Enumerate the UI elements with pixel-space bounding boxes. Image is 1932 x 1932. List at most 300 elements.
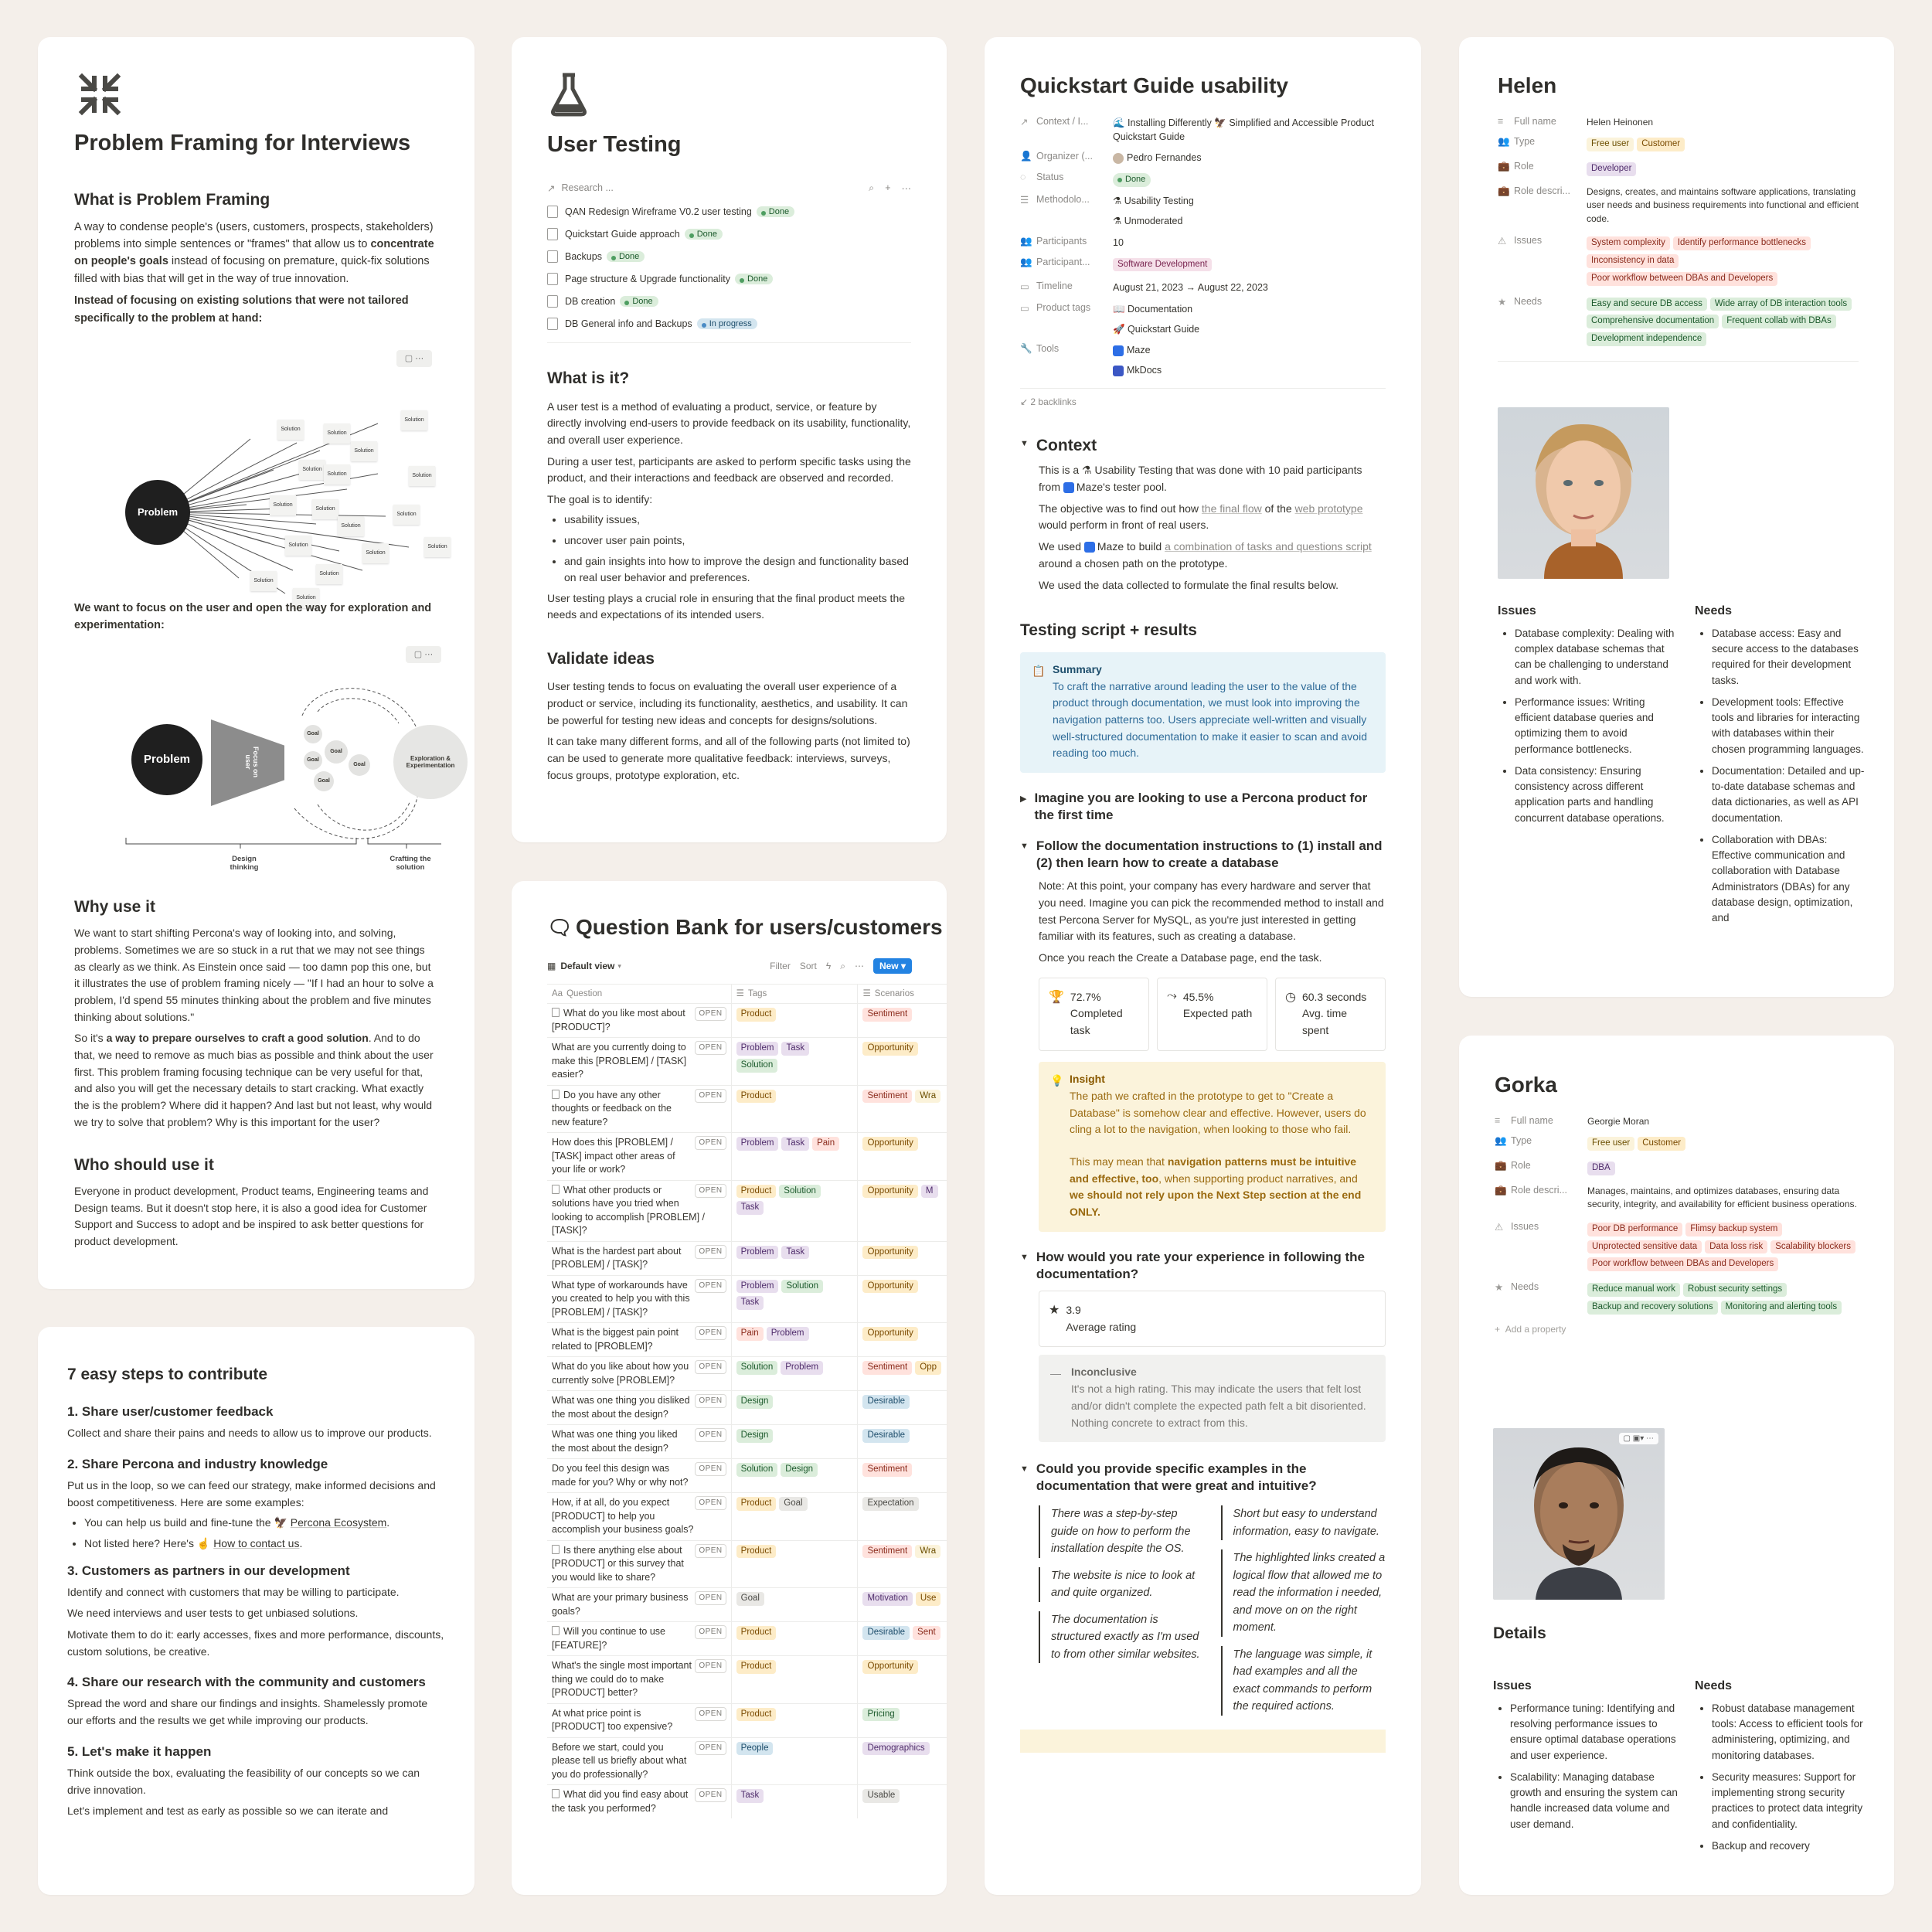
people-icon: 👥 [1498, 136, 1510, 148]
question-cell[interactable] [547, 1493, 731, 1541]
solution-note: Solution [424, 537, 451, 557]
table-row[interactable] [547, 1275, 947, 1323]
question-cell[interactable] [547, 1357, 731, 1391]
question-text: What other products or solutions have you tried when looking to accomplish [PROBLEM] / [TASK]? [552, 1184, 705, 1236]
tags-cell[interactable] [731, 1622, 858, 1656]
question-text: What's the single most important thing we could do to make [PRODUCT] better? [552, 1660, 692, 1699]
tags-cell[interactable] [731, 1133, 858, 1181]
paragraph: So it's a way to prepare ourselves to craft a good solution. And to do that, we need to remove as much bias as possible and think about the user first. This problem framing focusing technique can be very useful for that, and also you will get the necessary details to start cracking. What exactly the is the problem? Where did it happen? And last but not least, why would we try to solve that problem? Why is this important for the user? [74, 1032, 434, 1128]
tag: Pain [812, 1137, 839, 1151]
table-row[interactable] [547, 1085, 947, 1133]
scenarios-cell[interactable] [858, 1588, 947, 1622]
property-full-name[interactable]: ≡ Full name Georgie Moran [1495, 1115, 1650, 1127]
question-cell[interactable] [547, 1004, 731, 1038]
open-button[interactable]: OPEN [695, 1788, 726, 1802]
scenarios-cell[interactable] [858, 1425, 947, 1459]
database-title[interactable]: Research ... [561, 182, 614, 194]
property-context[interactable]: ↗ Context / I... 🌊 Installing Differently 🦅 Simplified and Accessible Product Quickstart Guide [1020, 116, 1375, 143]
trophy-icon: 🏆 [1049, 990, 1064, 1004]
page-title: User Testing [547, 132, 682, 157]
property-role[interactable]: 💼 Role DBA [1495, 1160, 1859, 1178]
tags-cell[interactable] [731, 1425, 858, 1459]
scenarios-cell[interactable] [858, 1275, 947, 1323]
tag: Poor DB performance [1587, 1223, 1682, 1236]
quote: The highlighted links created a logical flow that allowed me to read the information i needed, and move on on the right moment. [1221, 1549, 1386, 1636]
flask-icon [549, 72, 589, 117]
tag: Sentiment [862, 1090, 912, 1104]
list-item: • Scalability: Managing database growth and ensuring the system can handle increased data volume and user demand. [1510, 1770, 1679, 1832]
contribute-steps-card [38, 1327, 474, 1895]
property-methodology[interactable]: ☰ Methodolo... ⚗ Usability Testing ⚗ Unmoderated [1020, 194, 1194, 227]
tags-cell[interactable] [731, 1391, 858, 1425]
scenarios-cell[interactable] [858, 1133, 947, 1181]
paragraph: A way to condense people's (users, customers, prospects, stakeholders) problems into simple sentences or "frames" that allow us to concentrate on people's goals instead of focusing on premature, quick-fix solutions filled with bias that will get in the way of true innovation. [74, 220, 434, 285]
add-property-button[interactable]: + Add a property [1495, 1323, 1566, 1335]
open-button[interactable]: OPEN [695, 1089, 726, 1103]
table-row[interactable] [547, 1737, 947, 1785]
tag: Opportunity [862, 1327, 917, 1341]
tags-cell[interactable] [731, 1004, 858, 1038]
tag: Design [736, 1429, 774, 1443]
tag: Desirable [862, 1395, 910, 1409]
goal-node: Goal [349, 754, 370, 776]
tag: Product [736, 1090, 777, 1104]
more-icon[interactable]: ⋯ [901, 182, 911, 194]
percona-ecosystem-link[interactable]: Percona Ecosystem [290, 1515, 387, 1529]
examples-toggle[interactable]: ▼ Could you provide specific examples in the documentation that were great and intuitive? [1020, 1461, 1386, 1495]
tag: Demographics [862, 1742, 929, 1756]
tags-cell[interactable] [731, 1038, 858, 1086]
step-text: Motivate them to do it: early accesses, fixes and more performance, discounts, custom solutions, be creative. [67, 1628, 444, 1658]
scenarios-cell[interactable] [858, 1785, 947, 1819]
open-button[interactable]: OPEN [695, 1245, 726, 1259]
column-header-question[interactable]: Aa Question [547, 985, 731, 1004]
solution-note: Solution [285, 536, 311, 556]
flask-icon: ⚗ [1113, 216, 1124, 227]
paragraph: Once you reach the Create a Database page, end the task. [1039, 951, 1322, 964]
image-toolbar[interactable]: ▢ ▣▾ ⋯ [1619, 1433, 1658, 1444]
paragraph: The objective was to find out how the final flow of the web prototype would perform in front of real users. [1039, 502, 1363, 532]
list-item: • You can help us build and fine-tune the 🦅 Percona Ecosystem. [84, 1515, 445, 1531]
solution-note: Solution [293, 588, 319, 608]
open-button[interactable]: OPEN [695, 1741, 726, 1755]
tag: Product [736, 1185, 777, 1199]
database-row[interactable] [547, 200, 911, 223]
question-cell[interactable] [547, 1703, 731, 1737]
table-row[interactable] [547, 1540, 947, 1588]
toggle-heading: Context [1036, 437, 1097, 455]
question-table [547, 984, 947, 1818]
tag: Product [736, 1497, 777, 1511]
step-text: Identify and connect with customers that may be willing to participate. [67, 1585, 400, 1598]
property-type[interactable]: 👥 Type Free user Customer [1495, 1135, 1859, 1153]
tags-cell[interactable] [731, 1540, 858, 1588]
list-item: • uncover user pain points, [564, 532, 911, 549]
question-cell[interactable] [547, 1622, 731, 1656]
persona-photo [1493, 1428, 1665, 1600]
status-icon: ◌ [1020, 172, 1026, 183]
new-button[interactable]: New ▾ [873, 958, 912, 974]
property-type[interactable]: 👥 Type Free user Customer [1498, 136, 1859, 154]
maze-icon [1063, 482, 1074, 493]
view-selector[interactable]: Default view [560, 961, 615, 971]
tag: Robust security settings [1683, 1283, 1787, 1297]
database-row[interactable] [547, 223, 911, 245]
tag: People [736, 1742, 774, 1756]
question-cell[interactable] [547, 1391, 731, 1425]
tags-cell[interactable] [731, 1459, 858, 1493]
status-badge: In progress [697, 318, 757, 329]
tag: Data loss risk [1705, 1240, 1767, 1254]
question-cell[interactable] [547, 1241, 731, 1275]
question-cell[interactable] [547, 1737, 731, 1785]
tag: Easy and secure DB access [1587, 298, 1707, 311]
property-needs[interactable]: ★ Needs Reduce manual work Robust security settingsBackup and recovery solutions Monitoring and alerting tools [1495, 1281, 1859, 1317]
briefcase-icon: 💼 [1495, 1184, 1507, 1196]
property-role-description[interactable]: 💼 Role descri... Manages, maintains, and optimizes databases, ensuring data security, integrity, and availability for efficient business operations. [1495, 1184, 1857, 1210]
star-icon: ★ [1498, 296, 1507, 308]
linked-arrow-icon: ↗ [547, 182, 556, 194]
question-text: What did you find easy about the task you performed? [552, 1789, 689, 1814]
diagram-options-button[interactable]: ▢ ⋯ [396, 350, 432, 367]
section-title: What is Problem Framing [74, 191, 270, 209]
tag: Task [781, 1042, 809, 1056]
flask-icon: ⚗ [1113, 196, 1124, 207]
question-text: What is the biggest pain point related to [PROBLEM]? [552, 1327, 679, 1352]
task-toggle-2[interactable]: ▼ Follow the documentation instructions to (1) install and (2) then learn how to create a database [1020, 838, 1386, 872]
property-role-description[interactable]: 💼 Role descri... Designs, creates, and maintains software applications, translating user needs and business requirements into functional and efficient code. [1498, 185, 1859, 224]
tag: Poor workflow between DBAs and Developers [1587, 1257, 1778, 1271]
tag: Task [736, 1296, 764, 1310]
database-row[interactable] [547, 290, 911, 312]
maze-icon [1113, 345, 1124, 356]
needs-heading: Needs [1695, 1679, 1733, 1692]
tag: Task [781, 1137, 809, 1151]
step-text: Collect and share their pains and needs to allow us to improve our products. [67, 1427, 432, 1440]
open-button[interactable]: OPEN [695, 1625, 726, 1639]
mkdocs-icon [1113, 366, 1124, 376]
scenarios-cell[interactable] [858, 1391, 947, 1425]
table-row[interactable] [547, 1323, 947, 1357]
property-participant-type[interactable]: 👥 Participant... Software Development [1020, 257, 1386, 274]
tags-cell[interactable] [731, 1656, 858, 1704]
people-icon: 👥 [1020, 235, 1032, 247]
diagram-options-button[interactable]: ▢ ⋯ [406, 646, 441, 663]
tag: Product [736, 1708, 777, 1722]
clock-icon: ◷ [1285, 990, 1296, 1004]
tags-cell[interactable] [731, 1357, 858, 1391]
open-button[interactable]: OPEN [695, 1707, 726, 1721]
tags-cell[interactable] [731, 1323, 858, 1357]
property-issues[interactable]: ⚠ Issues System complexity Identify performance bottlenecksInconsistency in dataPoor workflow between DBAs and Developers [1498, 235, 1859, 287]
table-row[interactable] [547, 1703, 947, 1737]
scenarios-cell[interactable] [858, 1737, 947, 1785]
open-button[interactable]: OPEN [695, 1496, 726, 1510]
more-icon[interactable]: ⋯ [854, 961, 864, 971]
section-title: Testing script + results [1020, 621, 1197, 640]
table-row[interactable] [547, 1241, 947, 1275]
star-icon: ★ [1049, 1303, 1060, 1317]
table-row[interactable] [547, 1656, 947, 1704]
question-text: What was one thing you disliked the most about the design? [552, 1395, 690, 1420]
tag: Monitoring and alerting tools [1721, 1301, 1842, 1315]
question-text: What are you currently doing to make this [PROBLEM] / [TASK] easier? [552, 1042, 687, 1080]
list-item: • and gain insights into how to improve the design and functionality based on real user behavior and preferences. [564, 553, 911, 586]
step-title: 2. Share Percona and industry knowledge [67, 1457, 328, 1472]
question-cell[interactable] [547, 1588, 731, 1622]
tags-cell[interactable] [731, 1588, 858, 1622]
script-link[interactable]: a combination of tasks and questions script [1165, 540, 1372, 553]
tags-cell[interactable] [731, 1703, 858, 1737]
scenarios-cell[interactable] [858, 1703, 947, 1737]
document-icon [547, 295, 558, 308]
tags-cell[interactable] [731, 1275, 858, 1323]
open-button[interactable]: OPEN [695, 1360, 726, 1374]
table-row[interactable] [547, 1785, 947, 1819]
table-row[interactable] [547, 1133, 947, 1181]
scenarios-cell[interactable] [858, 1493, 947, 1541]
scenarios-cell[interactable] [858, 1241, 947, 1275]
briefcase-icon: 💼 [1498, 185, 1510, 196]
tags-cell[interactable] [731, 1493, 858, 1541]
tag: Task [736, 1201, 764, 1215]
table-row[interactable] [547, 1622, 947, 1656]
question-cell[interactable] [547, 1133, 731, 1181]
tags-cell[interactable] [731, 1085, 858, 1133]
database-row[interactable] [547, 245, 911, 267]
tag: Inconsistency in data [1587, 254, 1679, 268]
column-header-tags[interactable]: ☰ Tags [731, 985, 858, 1004]
property-organizer[interactable]: 👤 Organizer (... Pedro Fernandes [1020, 151, 1202, 164]
list-item: • Database complexity: Dealing with complex database schemas that can be challenging to understand and work with. [1515, 626, 1683, 689]
table-row[interactable] [547, 1425, 947, 1459]
document-icon [547, 250, 558, 263]
filter-button[interactable]: Filter [770, 961, 791, 971]
list-item: • usability issues, [564, 512, 911, 528]
tag: Problem [767, 1327, 809, 1341]
property-role[interactable]: 💼 Role Developer [1498, 161, 1859, 179]
paragraph: It can take many different forms, and all of the following parts (not limited to) can be used to generate more qualitative feedback: interviews, surveys, focus groups, prototype exploration, etc. [547, 735, 910, 781]
search-icon[interactable]: ⌕ [840, 960, 845, 971]
scenarios-cell[interactable] [858, 1323, 947, 1357]
person-icon: 👤 [1020, 151, 1032, 162]
question-text: Do you have any other thoughts or feedback on the new feature? [552, 1089, 672, 1128]
property-product-tags[interactable]: ▭ Product tags 📖 Documentation 🚀 Quickstart Guide [1020, 301, 1200, 335]
text-icon: ≡ [1495, 1115, 1501, 1126]
lightbulb-icon: 💡 [1050, 1073, 1064, 1087]
lightning-icon[interactable]: ϟ [825, 961, 832, 971]
tag: Motivation [862, 1592, 912, 1606]
tag: Solution [736, 1059, 778, 1073]
table-row[interactable] [547, 1493, 947, 1541]
paragraph: User testing tends to focus on evaluating the overall user experience of a product or service, including its functionality, aesthetics, and usability. It can be powerful for testing new ideas and concepts for designs/solutions. [547, 680, 908, 726]
goal-node: Goal [314, 771, 334, 791]
scenarios-cell[interactable] [858, 1180, 947, 1241]
scenarios-cell[interactable] [858, 1459, 947, 1493]
question-cell[interactable] [547, 1785, 731, 1819]
star-icon: ★ [1495, 1282, 1504, 1294]
tag: Backup and recovery solutions [1587, 1301, 1718, 1315]
text-icon: ≡ [1498, 116, 1504, 127]
toggle-heading: Follow the documentation instructions to (1) install and (2) then learn how to create a database [1036, 838, 1383, 871]
open-button[interactable]: OPEN [695, 1544, 726, 1558]
open-button[interactable]: OPEN [695, 1041, 726, 1055]
table-row[interactable] [547, 1357, 947, 1391]
solution-note: Solution [409, 466, 435, 486]
final-flow-link[interactable]: the final flow [1201, 502, 1262, 515]
open-button[interactable]: OPEN [695, 1184, 726, 1198]
issues-heading: Issues [1493, 1679, 1532, 1692]
table-row[interactable] [547, 1038, 947, 1086]
stat-completed: 🏆 72.7% Completed task [1039, 978, 1149, 1051]
clipboard-icon: 📋 [1032, 664, 1046, 677]
task-toggle-1[interactable]: ▶ Imagine you are looking to use a Percona product for the first time [1020, 790, 1386, 824]
collapse-arrows-icon [77, 72, 122, 117]
table-row[interactable] [547, 1180, 947, 1241]
step-text: Spread the word and share our findings and insights. Shamelessly promote our efforts and the results we get while improving our products. [67, 1697, 428, 1727]
tag: Problem [781, 1361, 823, 1375]
tags-cell[interactable] [731, 1180, 858, 1241]
tags-cell[interactable] [731, 1737, 858, 1785]
toggle-heading: Could you provide specific examples in the documentation that were great and intuitive? [1036, 1461, 1317, 1494]
tag: Scalability blockers [1770, 1240, 1855, 1254]
open-button[interactable]: OPEN [695, 1326, 726, 1340]
tag: Problem [736, 1246, 779, 1260]
context-toggle[interactable]: ▼ Context [1020, 435, 1386, 456]
open-button[interactable]: OPEN [695, 1279, 726, 1293]
tag: Opportunity [862, 1280, 917, 1294]
question-cell[interactable] [547, 1540, 731, 1588]
maze-icon [1084, 542, 1095, 553]
inconclusive-callout: — Inconclusive It's not a high rating. This may indicate the users that felt lost and/or didn't complete the expected path felt a bit disoriented. Nothing concrete to extract from this. [1039, 1355, 1386, 1442]
solution-note: Solution [250, 571, 277, 591]
document-icon [552, 1789, 560, 1798]
solution-note: Solution [316, 564, 342, 584]
avatar [1113, 153, 1124, 164]
question-cell[interactable] [547, 1085, 731, 1133]
problem-framing-card [38, 37, 474, 1289]
sort-button[interactable]: Sort [799, 961, 817, 971]
scenarios-cell[interactable] [858, 1656, 947, 1704]
toggle-heading: How would you rate your experience in following the documentation? [1036, 1249, 1365, 1281]
focus-label: Focus on user [244, 747, 260, 777]
question-cell[interactable] [547, 1275, 731, 1323]
open-button[interactable]: OPEN [695, 1428, 726, 1442]
table-row[interactable] [547, 1459, 947, 1493]
section-title: What is it? [547, 369, 630, 388]
step-text: Let's implement and test as early as possible so we can iterate and [67, 1804, 389, 1818]
open-button[interactable]: OPEN [695, 1659, 726, 1673]
property-status[interactable]: ◌ Status Done [1020, 172, 1386, 187]
scenarios-cell[interactable] [858, 1004, 947, 1038]
status-badge: Done [735, 274, 773, 284]
row-title: Quickstart Guide approach [565, 228, 680, 240]
document-icon [547, 273, 558, 285]
question-cell[interactable] [547, 1425, 731, 1459]
property-tools[interactable]: 🔧 Tools Maze MkDocs [1020, 342, 1162, 376]
paragraph: Everyone in product development, Product teams, Engineering teams and Design teams. But it doesn't stop here, it is also a good idea for Customer Support and Success to adopt and be inspired to ask better questions for product development. [74, 1184, 429, 1247]
tag: Solution [779, 1185, 821, 1199]
open-button[interactable]: OPEN [695, 1007, 726, 1021]
table-row[interactable] [547, 1588, 947, 1622]
list-icon: ☰ [1020, 195, 1029, 206]
row-title: DB General info and Backups [565, 318, 692, 329]
list-item: • Performance tuning: Identifying and resolving performance issues to ensure optimal database operations and user experience. [1510, 1701, 1679, 1764]
question-text: Before we start, could you please tell us briefly about what you do professionally? [552, 1741, 687, 1780]
scenarios-cell[interactable] [858, 1038, 947, 1086]
property-timeline[interactable]: ▭ Timeline August 21, 2023 → August 22, 2023 [1020, 281, 1268, 294]
database-row[interactable] [547, 267, 911, 290]
question-text: Is there anything else about [PRODUCT] or this survey that you would like to share? [552, 1544, 684, 1583]
open-button[interactable]: OPEN [695, 1462, 726, 1476]
quote: The language was simple, it had examples and all the exact commands to perform the required actions. [1221, 1646, 1386, 1716]
web-prototype-link[interactable]: web prototype [1294, 502, 1363, 515]
tags-cell[interactable] [731, 1241, 858, 1275]
database-row[interactable] [547, 312, 911, 335]
step-title: 3. Customers as partners in our development [67, 1563, 350, 1578]
scenarios-cell[interactable] [858, 1540, 947, 1588]
backlinks[interactable]: ↙ 2 backlinks [1020, 388, 1386, 407]
question-cell[interactable] [547, 1038, 731, 1086]
property-participants[interactable]: 👥 Participants 10 [1020, 235, 1124, 248]
tag: Desirable [862, 1429, 910, 1443]
tag: Problem [736, 1280, 779, 1294]
row-title: QAN Redesign Wireframe V0.2 user testing [565, 206, 752, 217]
add-icon[interactable]: + [885, 182, 891, 194]
question-cell[interactable] [547, 1656, 731, 1704]
step-text: Think outside the box, evaluating the feasibility of our concepts so we can drive innovation. [67, 1766, 420, 1796]
list-item: • Backup and recovery [1712, 1838, 1872, 1854]
tag: Desirable [862, 1626, 910, 1640]
scenarios-cell[interactable] [858, 1357, 947, 1391]
open-button[interactable]: OPEN [695, 1136, 726, 1150]
status-badge: Done [757, 206, 794, 217]
tag-icon: ▭ [1020, 302, 1029, 314]
open-button[interactable]: OPEN [695, 1394, 726, 1408]
tag: M [921, 1185, 938, 1199]
tag: Wra [915, 1545, 940, 1559]
quickstart-usability-card [985, 37, 1421, 1895]
tag: Software Development [1113, 258, 1212, 272]
list-item: • Robust database management tools: Access to efficient tools for administering, optimizing, and monitoring databases. [1712, 1701, 1872, 1764]
paragraph: During a user test, participants are asked to perform specific tasks using the product, and their interactions and feedback are observed and recorded. [547, 454, 911, 485]
design-thinking-label: Design thinking [230, 855, 259, 872]
tag: Poor workflow between DBAs and Developers [1587, 272, 1777, 286]
contact-us-link[interactable]: How to contact us [213, 1536, 300, 1549]
question-cell[interactable] [547, 1180, 731, 1241]
table-row[interactable] [547, 1004, 947, 1038]
question-cell[interactable] [547, 1459, 731, 1493]
tags-cell[interactable] [731, 1785, 858, 1819]
question-cell[interactable] [547, 1323, 731, 1357]
scenarios-cell[interactable] [858, 1622, 947, 1656]
toggle-heading: Imagine you are looking to use a Percona product for the first time [1034, 790, 1368, 823]
document-icon [547, 318, 558, 330]
property-needs[interactable]: ★ Needs Easy and secure DB access Wide array of DB interaction toolsComprehensive documentation Frequent collab with DBAsDevelopment independence [1498, 296, 1859, 349]
property-full-name[interactable]: ≡ Full name Helen Heinonen [1498, 116, 1654, 128]
rating-toggle[interactable]: ▼ How would you rate your experience in following the documentation? [1020, 1249, 1386, 1283]
question-text: At what price point is [PRODUCT] too expensive? [552, 1707, 673, 1733]
table-row[interactable] [547, 1391, 947, 1425]
open-button[interactable]: OPEN [695, 1591, 726, 1605]
property-issues[interactable]: ⚠ Issues Poor DB performance Flimsy backup systemUnprotected sensitive data Data loss risk Scalability blockersPoor workflow between DBAs and Developers [1495, 1221, 1859, 1274]
pointer-icon: ☝ [196, 1536, 214, 1549]
column-header-scenarios[interactable]: ☰ Scenarios [858, 985, 947, 1004]
persona-gorka-card [1459, 1036, 1894, 1895]
search-icon[interactable]: ⌕ [869, 182, 875, 193]
scenarios-cell[interactable] [858, 1085, 947, 1133]
persona-name: Helen [1498, 73, 1557, 97]
